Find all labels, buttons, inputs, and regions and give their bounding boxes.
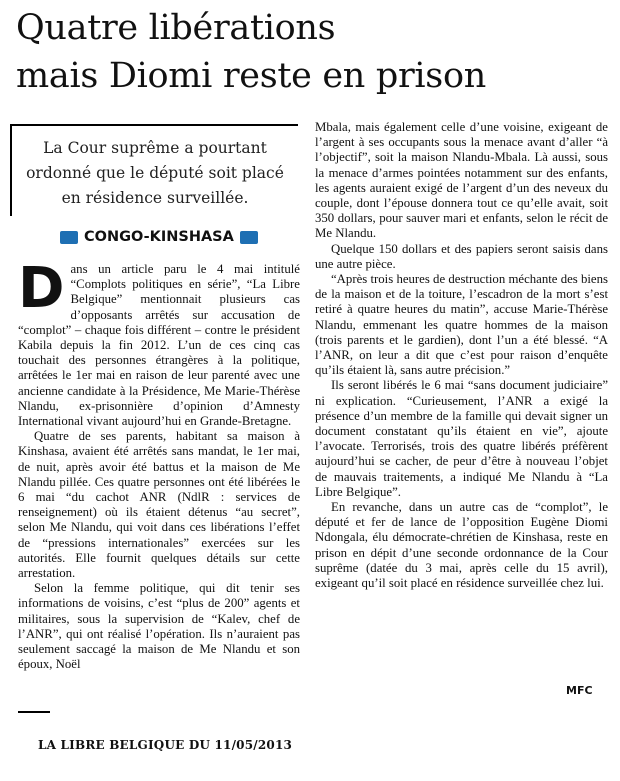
column-2-paragraph-3: “Après trois heures de destruction méchante des biens de la maison et de la toiture, l’escadron de la mort s’est retiré à quatre heures du matin”, accuse Marie-Thérèse Nlandu, emmenant les quatre hommes de la maison (trois parents et le gardien), dont l’un a été blessé. “A l’ANR, on leur a dit que c’est pour raison d’enquête qu’ils étaient là, sans autre précision.”: [315, 272, 608, 378]
kicker-label: CONGO-KINSHASA: [84, 229, 234, 245]
article-column-2: [315, 120, 608, 591]
kicker-right-bar: [240, 231, 258, 244]
end-rule: [18, 711, 50, 713]
column-1-paragraph-1: ans un article paru le 4 mai intitulé “Complots politiques en série”, “La Libre Belgique” mentionnait plusieurs cas d’opposants arrêtés sur accusation de “complot” – chaque fois différent – contre le président Kabila depuis la fin 2012. L’un de ces cinq cas touchait des personnes étrangères à la politique, arrêtées le 1er mai en raison de leur parenté avec une ancienne candidate à la Présidence, Me Marie-Thérèse Nlandu, ex-prisonnière d’opinion d’Amnesty International vivant aujourd’hui en Grande-Bretagne.: [18, 262, 300, 429]
drop-cap: D: [18, 256, 65, 321]
headline-line-1: Quatre libérations: [16, 8, 336, 48]
section-kicker: [60, 226, 258, 248]
article-column-1: [18, 256, 300, 672]
author-signature: MFC: [566, 684, 593, 697]
column-2-paragraph-1: Mbala, mais également celle d’une voisine, exigeant de l’argent à ses occupants sous la menace avant d’aller “à l’objectif”, soit la maison Nlandu-Mbala. Là aussi, sous la menace d’armes pointées notamment sur des enfants, les agents auraient exigé de l’argent d’un des neveux du couple, dont l’épouse donnera tout ce qu’elle avait, soit 350 dollars, pour sauver mari et enfants, selon le récit de Me Nlandu.: [315, 120, 608, 241]
lead-line-2: ordonné que le député soit placé: [26, 164, 284, 182]
headline-line-2: mais Diomi reste en prison: [16, 56, 486, 96]
column-1-paragraph-3: Selon la femme politique, qui dit tenir ses informations de voisins, c’est “plus de 200” agents et militaires, sous la supervision de “Kalev, chef de l’ANR”, qui ont réalisé l’opération. Ils n’auraient pas seulement saccagé la maison de Me Nlandu et son époux, Noël: [18, 581, 300, 672]
column-2-paragraph-5: En revanche, dans un autre cas de “complot”, le député et fer de lance de l’opposition Eugène Diomi Ndongala, élu démocrate-chrétien de Kinshasa, reste en prison en dépit d’une seconde ordonnance de la Cour suprême (datée du 3 mai, après celle du 15 avril), exigeant qu’il soit placé en résidence surveillée chez lui.: [315, 500, 608, 591]
article-headline: [16, 4, 606, 100]
article-lead: [10, 124, 298, 216]
kicker-left-bar: [60, 231, 78, 244]
lead-line-3: en résidence surveillée.: [61, 189, 249, 207]
lead-line-1: La Cour suprême a pourtant: [43, 139, 267, 157]
column-2-paragraph-2: Quelque 150 dollars et des papiers seront saisis dans une autre pièce.: [315, 241, 608, 271]
column-2-paragraph-4: Ils seront libérés le 6 mai “sans document judiciaire” ni explication. “Curieusement, l’ANR a exigé la présence d’un membre de la famille qui devait signer un document constatant qu’ils étaient en vie”, ajoute l’avocate. Terrorisés, trois des quatre libérés préfèrent aujourd’hui se cacher, de peur d’être à nouveau l’objet de mauvais traitements, a indiqué Me Nlandu à “La Libre Belgique”.: [315, 378, 608, 499]
source-footer: LA LIBRE BELGIQUE DU 11/05/2013: [38, 738, 293, 752]
column-1-paragraph-2: Quatre de ses parents, habitant sa maison à Kinshasa, avaient été arrêtés sans mandat, le 1er mai, de nuit, après avoir été battus et la maison de Me Nlandu pillée. Ces quatre personnes ont été libérées le 6 mai “du cachot ANR (NdlR : services de renseignement) où ils étaient détenus “au secret”, selon Me Nlandu, qui voit dans ces libérations l’effet de “pressions internationales” exercées sur les autorités. Elle fournit quelques détails sur cette arrestation.: [18, 429, 300, 581]
